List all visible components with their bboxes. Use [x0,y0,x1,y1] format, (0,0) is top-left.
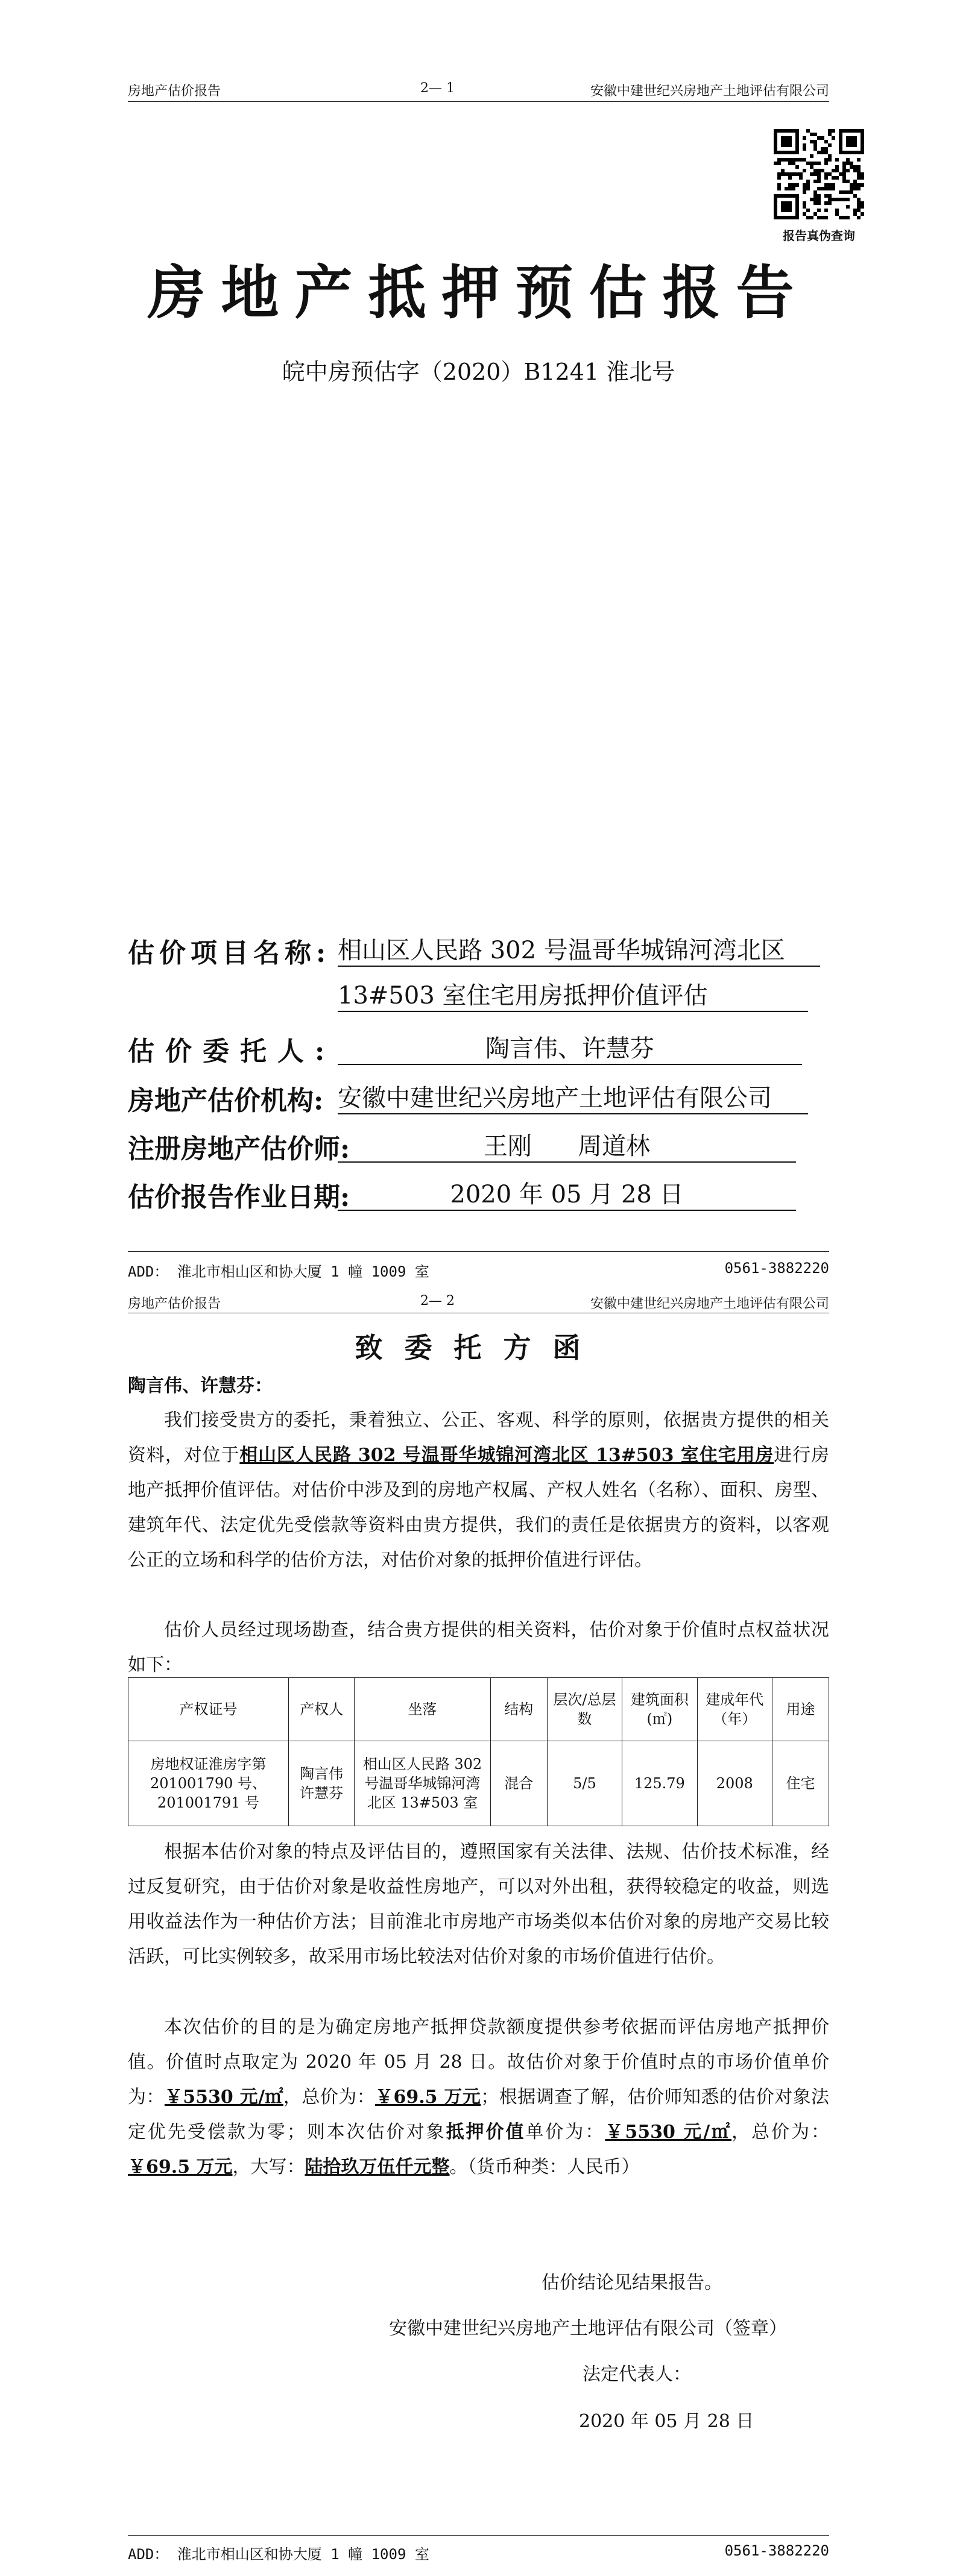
header-left: 房地产估价报告 [128,1296,221,1312]
closing-legal-rep: 法定代表人： [583,2364,691,2385]
field-project-name [128,931,330,970]
closing-company-signature: 安徽中建世纪兴房地产土地评估有限公司（签章） [389,2318,787,2339]
header-company: 安徽中建世纪兴房地产土地评估有限公司 [590,84,829,99]
paragraph-method: 根据本估价对象的特点及评估目的，遵照国家有关法律、法规、估价技术标准，经过反复研究，由于估价对象是收益性房地产，可以对外出租，获得较稳定的收益，则选用收益法作为一种估价方法；目前淮北市房地产市场类似本估价对象的房地产交易比较活跃，可比实例较多，故采用市场比较法对估价对象的市场价值进行估价。 [128,1841,829,1967]
field-label: 估价委托人: [128,1036,336,1067]
table-header-row [128,1678,829,1741]
field-label: 估价项目名称: [128,938,331,969]
mortgage-unit-price: ￥5530 元/㎡ [605,2122,732,2143]
paragraph-survey: 估价人员经过现场勘查，结合贵方提供的相关资料，估价对象于价值时点权益状况如下： [128,1619,829,1676]
field-report-date [128,1175,350,1214]
qr-code-icon [774,129,864,219]
field-project-name-value-1: 相山区人民路 302 号温哥华城锦河湾北区 [338,931,820,967]
property-table [128,1677,829,1826]
mortgage-total-price: ￥69.5 万元 [128,2157,233,2178]
report-number: 皖中房预估字（2020）B1241 淮北号 [282,359,675,385]
field-label: 估价报告作业日期: [128,1182,350,1213]
closing-date: 2020 年 05 月 28 日 [579,2411,754,2432]
table-row [128,1741,829,1826]
cell-area: 125.79 [622,1741,697,1826]
amount-in-words: 陆拾玖万伍仟元整 [305,2157,450,2178]
col-header: 坐落 [355,1678,491,1741]
col-header: 结构 [490,1678,547,1741]
col-header: 建成年代（年） [697,1678,772,1741]
col-header: 建筑面积(㎡) [622,1678,697,1741]
cell-location: 相山区人民路 302 号温哥华城锦河湾北区 13#503 室 [355,1741,491,1826]
col-header: 层次/总层数 [547,1678,622,1741]
field-agency-value: 安徽中建世纪兴房地产土地评估有限公司 [338,1079,808,1114]
footer-phone: 0561-3882220 [724,1260,829,1277]
header-page-number: 2— 2 [420,1293,455,1308]
cell-usage: 住宅 [772,1741,829,1826]
field-appraisers-value: 王刚 周道林 [338,1127,796,1163]
market-total-price: ￥69.5 万元 [375,2087,481,2108]
footer-address: ADD： 淮北市相山区和协大厦 1 幢 1009 室 [128,2546,429,2563]
field-project-name-value-2: 13#503 室住宅用房抵押价值评估 [338,976,808,1012]
footer-rule [128,2535,829,2536]
col-header: 用途 [772,1678,829,1741]
col-header: 产权证号 [128,1678,289,1741]
footer-phone: 0561-3882220 [724,2542,829,2559]
field-client-value: 陶言伟、许慧芬 [338,1029,802,1065]
field-client [128,1029,335,1068]
closing-line-1: 估价结论见结果报告。 [542,2272,722,2293]
salutation: 陶言伟、许慧芬： [128,1375,273,1396]
field-report-date-value: 2020 年 05 月 28 日 [338,1175,796,1211]
market-unit-price: ￥5530 元/㎡ [164,2087,283,2108]
letter-title: 致委托方函 [355,1331,602,1364]
cell-certificate: 房地权证淮房字第 201001790 号、201001791 号 [128,1741,289,1826]
paragraph-intro: 我们接受贵方的委托，秉着独立、公正、客观、科学的原则，依据贵方提供的相关资料，对位于相山区人民路 302 号温哥华城锦河湾北区 13#503 室住宅用房进行房地产抵押价值评估。对估价中涉及到的房地产权属、产权人姓名（名称）、面积、房型、建筑年代、法定优先受偿款等资料由贵方提供，我们的责任是依据贵方的资料，以客观公正的立场和科学的估价方法，对估价对象的抵押价值进行评估。 [128,1410,830,1571]
field-appraisers [128,1127,350,1166]
cell-year: 2008 [697,1741,772,1826]
report-title: 房地产抵押预估报告 [147,259,810,327]
field-label: 注册房地产估价师: [128,1134,350,1164]
header-rule [128,101,829,102]
letter-page [0,1290,957,2576]
footer-rule [128,1251,829,1252]
cell-structure: 混合 [490,1741,547,1826]
footer-address: ADD： 淮北市相山区和协大厦 1 幢 1009 室 [128,1263,429,1280]
header-company: 安徽中建世纪兴房地产土地评估有限公司 [590,1296,829,1312]
field-label: 房地产估价机构: [128,1085,324,1116]
col-header: 产权人 [288,1678,354,1741]
cell-floor: 5/5 [547,1741,622,1826]
field-agency [128,1079,323,1117]
property-address: 相山区人民路 302 号温哥华城锦河湾北区 13#503 室住宅用房 [239,1445,774,1466]
header-page-number: 2— 1 [420,81,455,96]
header-left: 房地产估价报告 [128,84,221,99]
cell-owner: 陶言伟 许慧芬 [288,1741,354,1826]
paragraph-valuation: 本次估价的目的是为确定房地产抵押贷款额度提供参考依据而评估房地产抵押价值。价值时点取定为 2020 年 05 月 28 日。故估价对象于价值时点的市场价值单价为：￥5530 元/㎡，总价为：￥69.5 万元；根据调查了解，估价师知悉的估价对象法定优先受偿款为零；则本次估价对象抵押价值单价为：￥5530 元/㎡，总价为：￥69.5 万元，大写：陆拾玖万伍仟元整。（货币种类：人民币） [128,2017,830,2178]
page-header [128,77,829,104]
qr-caption: 报告真伪查询 [783,228,855,243]
